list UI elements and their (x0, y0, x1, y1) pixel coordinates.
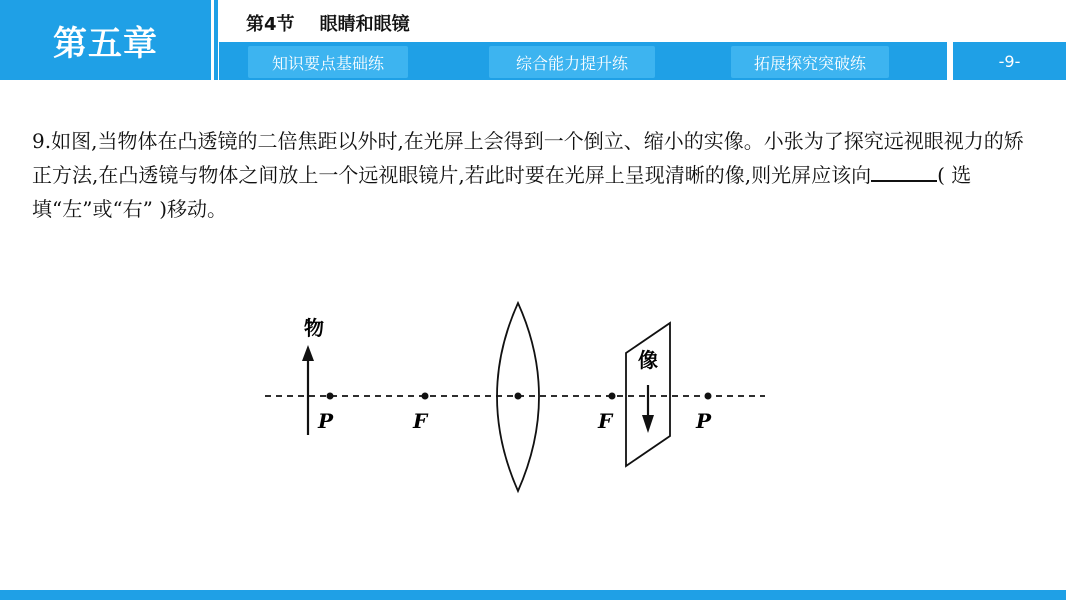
object-label: 物 (304, 316, 324, 340)
tab-basic-practice[interactable]: 知识要点基础练 (248, 46, 408, 78)
image-label: 像 (638, 348, 658, 372)
answer-blank[interactable] (871, 158, 937, 182)
chapter-title: 第五章 (0, 0, 211, 80)
question-text-after: ( 选填“左”或“右” )移动。 (32, 163, 972, 221)
point-2f-right (705, 393, 712, 400)
image-arrow-head (642, 415, 654, 433)
point-2f-left (327, 393, 334, 400)
point-label: P (318, 409, 334, 433)
point-label: F (413, 409, 428, 433)
footer-bar (0, 590, 1066, 600)
question-text-before: 9.如图,当物体在凸透镜的二倍焦距以外时,在光屏上会得到一个倒立、缩小的实像。小张为了探究远视眼视力的矫正方法,在凸透镜与物体之间放上一个远视眼镜片,若此时要在光屏上呈现清晰的像,则光屏应该向 (32, 129, 1024, 187)
question-text (32, 124, 1042, 226)
header-divider (214, 0, 218, 80)
tab-ability-improvement[interactable]: 综合能力提升练 (489, 46, 655, 78)
section-title: 第4节 眼睛和眼镜 (246, 14, 410, 35)
tab-exploration-breakthrough[interactable]: 拓展探究突破练 (731, 46, 889, 78)
lens-center-point (515, 393, 522, 400)
point-label: P (696, 409, 712, 433)
object-arrow-head (302, 345, 314, 361)
point-f-left (422, 393, 429, 400)
point-f-right (609, 393, 616, 400)
page-number: -9- (953, 42, 1066, 80)
lens-diagram (260, 295, 770, 500)
point-label: F (598, 409, 613, 433)
